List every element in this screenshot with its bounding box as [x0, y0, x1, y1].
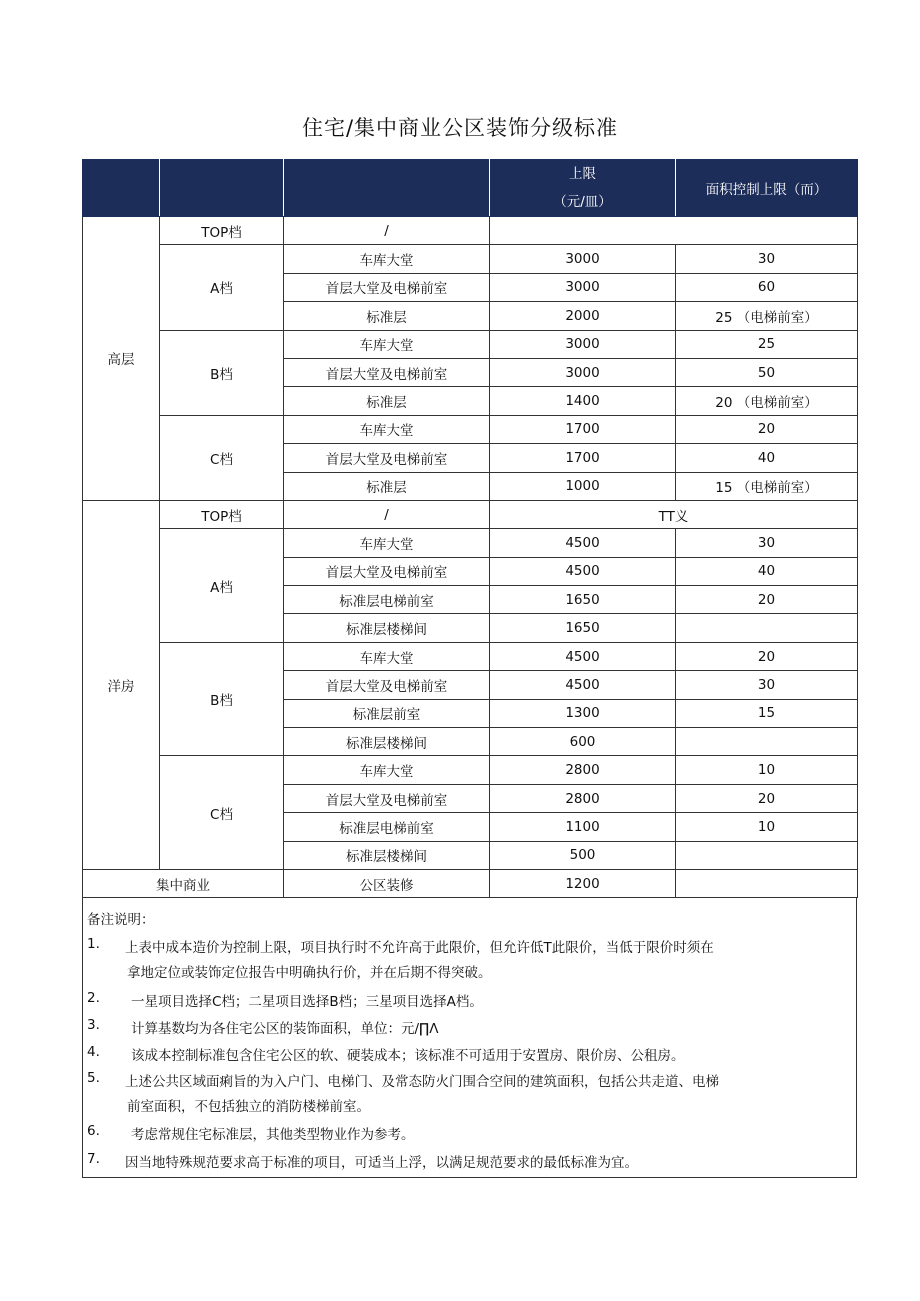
area-limit-cell: 30 — [676, 671, 858, 699]
area-limit-cell: 10 — [676, 813, 858, 841]
price-cell: TT义 — [490, 500, 858, 528]
price-cell — [490, 217, 858, 245]
area-limit-cell: 15 （电梯前室） — [676, 472, 858, 500]
note-number: 4. — [87, 1044, 100, 1060]
area-limit-cell: 30 — [676, 245, 858, 273]
price-cell: 1700 — [490, 444, 676, 472]
note-number: 2. — [87, 990, 100, 1006]
grade-cell: A档 — [160, 245, 284, 330]
note-text: 考虑常规住宅标准层，其他类型物业作为参考。 — [131, 1127, 415, 1143]
area-cell: / — [284, 500, 490, 528]
table-row — [83, 756, 858, 784]
header-upper-limit-unit: （元/皿） — [553, 194, 612, 210]
area-cell: 车库大堂 — [284, 642, 490, 670]
area-limit-cell — [676, 614, 858, 642]
note-text: 计算基数均为各住宅公区的装饰面积，单位：元/∏Λ — [131, 1021, 439, 1037]
price-cell: 2800 — [490, 784, 676, 812]
price-cell: 3000 — [490, 273, 676, 301]
price-cell: 1100 — [490, 813, 676, 841]
note-line: 上述公共区域面痢旨的为入户门、电梯门、及常态防火门围合空间的建筑面积，包括公共走道、电梯 — [125, 1074, 719, 1090]
area-limit-cell: 30 — [676, 529, 858, 557]
price-cell: 1200 — [490, 869, 676, 897]
note-text: 因当地特殊规范要求高于标准的项目，可适当上浮，以满足规范要求的最低标准为宜。 — [125, 1155, 638, 1171]
area-limit-cell: 15 — [676, 699, 858, 727]
area-cell: 车库大堂 — [284, 245, 490, 273]
note-number: 1. — [87, 936, 100, 952]
area-cell: 车库大堂 — [284, 756, 490, 784]
price-cell: 2800 — [490, 756, 676, 784]
area-limit-cell: 40 — [676, 444, 858, 472]
area-limit-cell: 20 — [676, 642, 858, 670]
header-area-limit: 面积控制上限（而） — [676, 160, 858, 217]
area-limit-cell — [676, 728, 858, 756]
note-number: 6. — [87, 1123, 100, 1139]
grade-cell: C档 — [160, 415, 284, 500]
table-row — [83, 500, 858, 528]
area-cell: / — [284, 217, 490, 245]
header-area — [284, 160, 490, 217]
note-number: 5. — [87, 1070, 100, 1086]
area-limit-cell: 20 — [676, 784, 858, 812]
area-cell: 标准层电梯前室 — [284, 586, 490, 614]
area-limit-cell: 20 — [676, 415, 858, 443]
area-cell: 首层大堂及电梯前室 — [284, 358, 490, 386]
area-cell: 标准层楼梯间 — [284, 841, 490, 869]
price-cell: 2000 — [490, 302, 676, 330]
area-cell: 首层大堂及电梯前室 — [284, 444, 490, 472]
note-text — [125, 936, 840, 986]
area-limit-cell: 50 — [676, 358, 858, 386]
table-row — [83, 415, 858, 443]
price-cell: 4500 — [490, 529, 676, 557]
table-row — [83, 869, 858, 897]
table-row — [83, 642, 858, 670]
price-cell: 1400 — [490, 387, 676, 415]
note-text — [125, 1070, 840, 1120]
area-cell: 标准层 — [284, 472, 490, 500]
header-upper-limit — [490, 160, 676, 217]
table-row — [83, 245, 858, 273]
note-line: 拿地定位或装饰定位报告中明确执行价，并在后期不得突破。 — [127, 965, 492, 981]
price-cell: 3000 — [490, 245, 676, 273]
area-cell: 标准层楼梯间 — [284, 614, 490, 642]
price-cell: 3000 — [490, 358, 676, 386]
area-cell: 标准层前室 — [284, 699, 490, 727]
note-text: 该成本控制标准包含住宅公区的软、硬装成本；该标准不可适用于安置房、限价房、公租房。 — [131, 1048, 685, 1064]
area-cell: 车库大堂 — [284, 330, 490, 358]
table-header-row — [83, 160, 858, 217]
area-limit-cell: 60 — [676, 273, 858, 301]
area-limit-cell — [676, 841, 858, 869]
area-limit-cell: 20 — [676, 586, 858, 614]
page-title: 住宅/集中商业公区装饰分级标准 — [301, 116, 619, 140]
notes-section — [82, 898, 857, 1178]
area-cell: 首层大堂及电梯前室 — [284, 784, 490, 812]
category-cell: 集中商业 — [83, 869, 284, 897]
area-limit-cell: 25 — [676, 330, 858, 358]
note-line: 前室面积，不包括独立的消防楼梯前室。 — [127, 1099, 370, 1115]
notes-title: 备注说明： — [87, 912, 155, 928]
grade-cell: B档 — [160, 330, 284, 415]
note-text: 一星项目选择C档；二星项目选择B档；三星项目选择A档。 — [131, 994, 483, 1010]
standards-table — [82, 159, 858, 898]
price-cell: 3000 — [490, 330, 676, 358]
area-limit-cell: 10 — [676, 756, 858, 784]
price-cell: 600 — [490, 728, 676, 756]
table-row — [83, 529, 858, 557]
area-cell: 车库大堂 — [284, 415, 490, 443]
table-row — [83, 330, 858, 358]
price-cell: 4500 — [490, 557, 676, 585]
area-limit-cell: 20 （电梯前室） — [676, 387, 858, 415]
price-cell: 4500 — [490, 671, 676, 699]
grade-cell: C档 — [160, 756, 284, 870]
header-upper-limit-label: 上限 — [569, 166, 596, 182]
price-cell: 1300 — [490, 699, 676, 727]
grade-cell: B档 — [160, 642, 284, 756]
area-cell: 首层大堂及电梯前室 — [284, 671, 490, 699]
price-cell: 1650 — [490, 586, 676, 614]
category-cell: 高层 — [83, 217, 160, 501]
table-row — [83, 217, 858, 245]
note-number: 7. — [87, 1151, 100, 1167]
area-cell: 标准层 — [284, 387, 490, 415]
price-cell: 1650 — [490, 614, 676, 642]
area-cell: 标准层电梯前室 — [284, 813, 490, 841]
grade-cell: TOP档 — [160, 500, 284, 528]
area-limit-cell: 25 （电梯前室） — [676, 302, 858, 330]
price-cell: 1700 — [490, 415, 676, 443]
header-grade — [160, 160, 284, 217]
area-cell: 首层大堂及电梯前室 — [284, 273, 490, 301]
area-cell: 首层大堂及电梯前室 — [284, 557, 490, 585]
grade-cell: A档 — [160, 529, 284, 643]
category-cell: 洋房 — [83, 500, 160, 869]
area-limit-cell: 40 — [676, 557, 858, 585]
header-category — [83, 160, 160, 217]
grade-cell: TOP档 — [160, 217, 284, 245]
price-cell: 500 — [490, 841, 676, 869]
area-cell: 公区装修 — [284, 869, 490, 897]
price-cell: 1000 — [490, 472, 676, 500]
area-cell: 标准层楼梯间 — [284, 728, 490, 756]
area-cell: 车库大堂 — [284, 529, 490, 557]
note-number: 3. — [87, 1017, 100, 1033]
area-limit-cell — [676, 869, 858, 897]
note-line: 上表中成本造价为控制上限，项目执行时不允许高于此限价，但允许低T此限价，当低于限价时须在 — [125, 940, 714, 956]
area-cell: 标准层 — [284, 302, 490, 330]
price-cell: 4500 — [490, 642, 676, 670]
